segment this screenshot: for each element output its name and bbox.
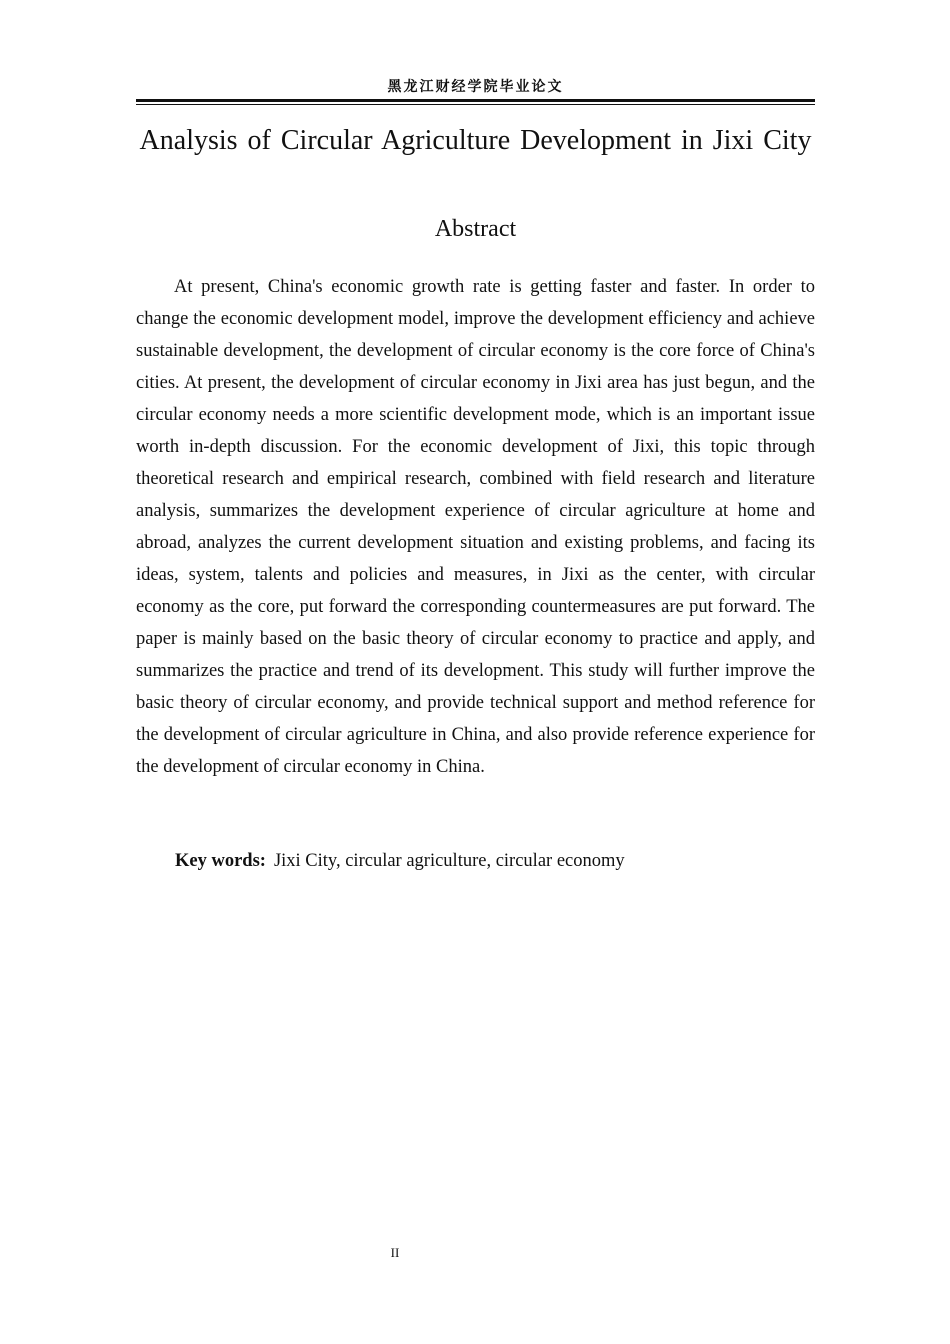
page-number: II xyxy=(390,1245,400,1260)
header-rule-thin xyxy=(136,104,815,105)
keywords-text: Jixi City, circular agriculture, circular economy xyxy=(273,851,625,871)
abstract-heading: Abstract xyxy=(434,216,517,242)
keywords-line xyxy=(175,846,815,876)
running-header: 黑龙江财经学院毕业论文 xyxy=(387,79,564,95)
abstract-paragraph: At present, China's economic growth rate is getting faster and faster. In order to change the economic development model, improve the development efficiency and achieve sustainable development, the development of circular economy is the core force of China's cities. At present, the development of circular economy in Jixi area has just begun, and the circular economy needs a more scientific development mode, which is an important issue worth in-depth discussion. For the economic development of Jixi, this topic through theoretical research and empirical research, combined with field research and literature analysis, summarizes the development experience of circular agriculture at home and abroad, analyzes the current development situation and existing problems, and facing its ideas, system, talents and policies and measures, in Jixi as the center, with circular economy as the core, put forward the corresponding countermeasures are put forward. The paper is mainly based on the basic theory of circular economy to practice and apply, and summarizes the practice and trend of its development. This study will further improve the basic theory of circular economy, and provide technical support and method reference for the development of circular agriculture in China, and also provide reference experience for the development of circular economy in China. xyxy=(136,277,815,777)
paper-title: Analysis of Circular Agriculture Development in Jixi City xyxy=(139,125,812,156)
header-rule-thick xyxy=(136,99,815,102)
keywords-label: Key words: xyxy=(175,851,266,871)
